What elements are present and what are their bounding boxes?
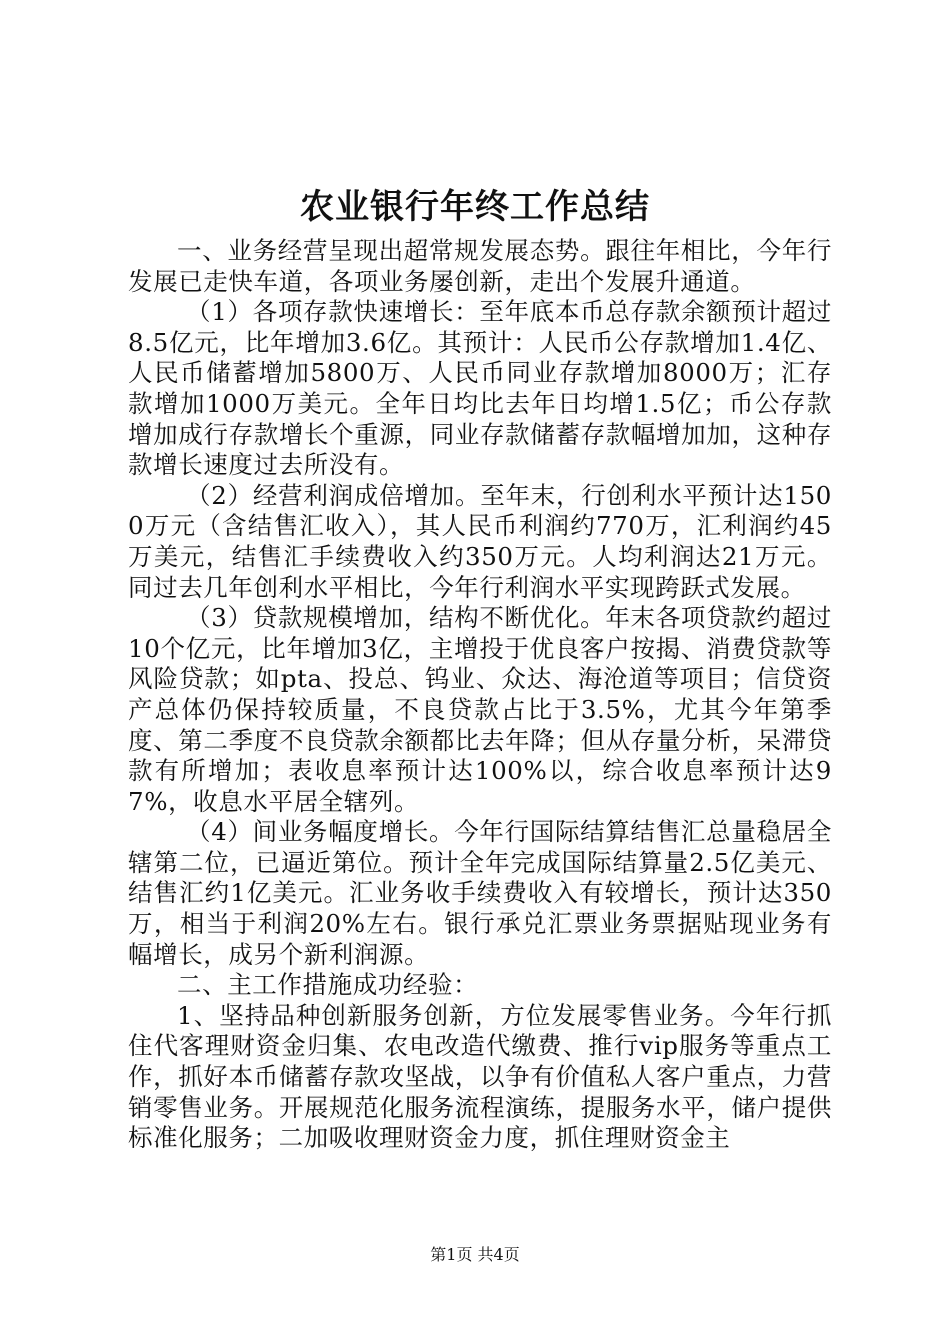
paragraph-loans: （3）贷款规模增加，结构不断优化。年末各项贷款约超过10个亿元，比年增加3亿，主增投于优良客户按揭、消费贷款等风险贷款；如pta、投总、钨业、众达、海沧道等项目；信贷资产总体仍保持较质量，不良贷款占比于3.5%，尤其今年第季度、第二季度不良贷款余额都比去年降；但从存量分析，呆滞贷款有所增加；表收息率预计达100%以，综合收息率预计达97%，收息水平居全辖列。 <box>128 603 832 816</box>
paragraph-section-two-heading: 二、主工作措施成功经验： <box>177 970 479 1000</box>
paragraph-deposits: （1）各项存款快速增长：至年底本币总存款余额预计超过8.5亿元，比年增加3.6亿。其预计：人民币公存款增加1.4亿、人民币储蓄增加5800万、人民币同业存款增加8000万；汇存款增加1000万美元。全年日均比去年日均增1.5亿；币公存款增加成行存款增长个重源，同业存款储蓄存款幅增加加，这种存款增长速度过去所没有。 <box>128 297 832 480</box>
paragraph-intermediate-business: （4）间业务幅度增长。今年行国际结算结售汇总量稳居全辖第二位，已逼近第位。预计全年完成国际结算量2.5亿美元、结售汇约1亿美元。汇业务收手续费收入有较增长，预计达350万，相当于利润20%左右。银行承兑汇票业务票据贴现业务有幅增长，成另个新利润源。 <box>128 817 832 969</box>
document-title: 农业银行年终工作总结 <box>300 187 650 227</box>
paragraph-business-overview: 一、业务经营呈现出超常规发展态势。跟往年相比，今年行发展已走快车道，各项业务屡创新，走出个发展升通道。 <box>128 236 832 296</box>
document-body <box>128 236 832 1154</box>
paragraph-retail-business: 1、坚持品种创新服务创新，方位发展零售业务。今年行抓住代客理财资金归集、农电改造代缴费、推行vip服务等重点工作，抓好本币储蓄存款攻坚战，以争有价值私人客户重点，力营销零售业务。开展规范化服务流程演练，提服务水平，储户提供标准化服务；二加吸收理财资金力度，抓住理财资金主 <box>128 1000 832 1153</box>
page-number-footer: 第1页 共4页 <box>430 1245 520 1264</box>
paragraph-profits: （2）经营利润成倍增加。至年末，行创利水平预计达1500万元（含结售汇收入），其人民币利润约770万，汇利润约45万美元，结售汇手续费收入约350万元。人均利润达21万元。同过去几年创利水平相比，今年行利润水平实现跨跃式发展。 <box>128 480 832 602</box>
